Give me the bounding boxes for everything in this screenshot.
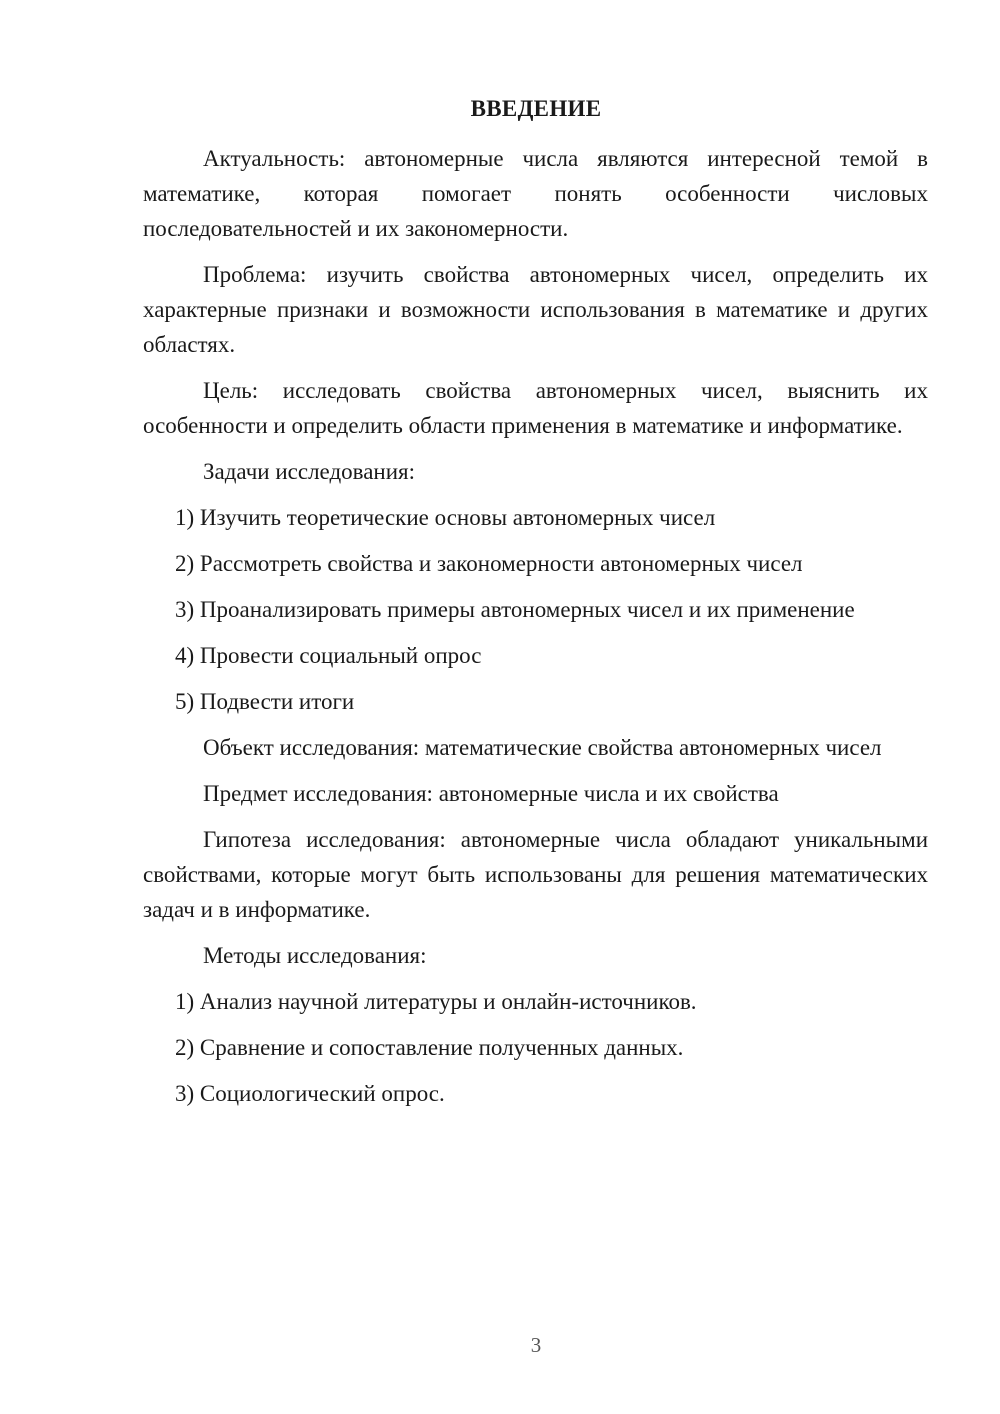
method-item: 1) Анализ научной литературы и онлайн-источников. (175, 989, 697, 1014)
task-item: 4) Провести социальный опрос (175, 643, 482, 668)
section-title: ВВЕДЕНИЕ (470, 96, 602, 121)
page-number: 3 (530, 1333, 542, 1357)
task-item: 3) Проанализировать примеры автономерных чисел и их применение (175, 597, 855, 622)
tasks-list (143, 500, 928, 719)
relevance-paragraph: Актуальность: автономерные числа являются интересной темой в математике, которая помогает понять особенности числовых последовательностей и их закономерности. (143, 146, 928, 241)
task-item: 2) Рассмотреть свойства и закономерности автономерных чисел (175, 551, 803, 576)
method-item: 2) Сравнение и сопоставление полученных данных. (175, 1035, 684, 1060)
task-item: 5) Подвести итоги (175, 689, 355, 714)
subject-paragraph: Предмет исследования: автономерные числа и их свойства (203, 781, 779, 806)
problem-paragraph: Проблема: изучить свойства автономерных чисел, определить их характерные признаки и возможности использования в математике и других областях. (143, 262, 928, 357)
document-body (143, 141, 928, 1122)
method-item: 3) Социологический опрос. (175, 1081, 445, 1106)
task-item: 1) Изучить теоретические основы автономерных чисел (175, 505, 716, 530)
object-paragraph: Объект исследования: математические свойства автономерных чисел (203, 735, 882, 760)
methods-list (143, 984, 928, 1111)
methods-heading: Методы исследования: (203, 943, 427, 968)
goal-paragraph: Цель: исследовать свойства автономерных чисел, выяснить их особенности и определить области применения в математике и информатике. (143, 378, 928, 438)
tasks-heading: Задачи исследования: (203, 459, 416, 484)
hypothesis-paragraph: Гипотеза исследования: автономерные числа обладают уникальными свойствами, которые могут быть использованы для решения математических задач и в информатике. (143, 827, 928, 922)
